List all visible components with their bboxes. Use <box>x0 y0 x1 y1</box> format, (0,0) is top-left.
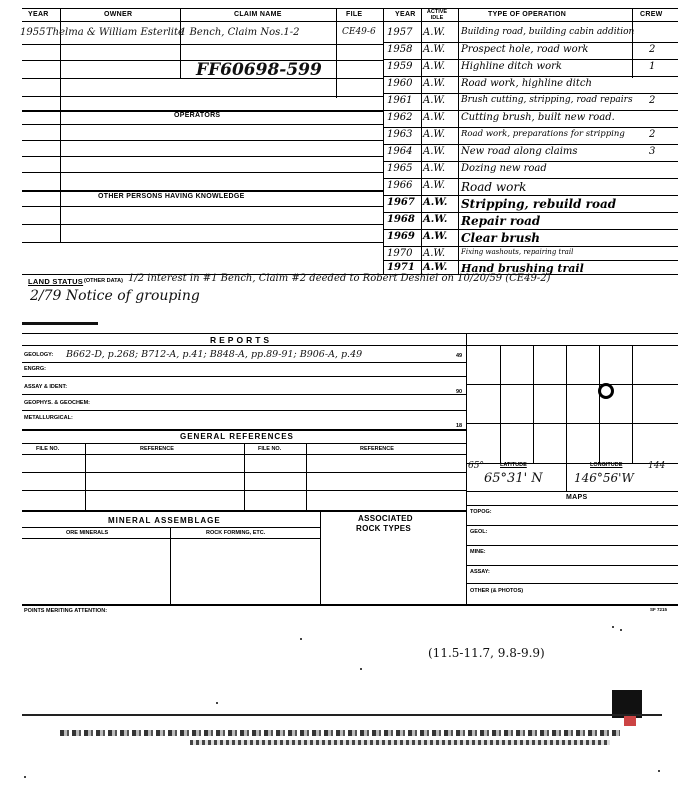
assay-label: ASSAY & IDENT: <box>24 384 68 390</box>
row-rule <box>22 410 466 411</box>
col-divider <box>85 443 86 510</box>
row-rule <box>383 195 678 196</box>
row-rule <box>22 538 320 539</box>
scan-speck <box>216 702 218 704</box>
op-year: 1968 <box>387 214 415 225</box>
row-rule <box>22 242 383 243</box>
grid-line <box>533 345 534 463</box>
op-type: Hand brushing trail <box>461 262 584 275</box>
row-rule <box>383 110 678 111</box>
maps-mine: MINE: <box>470 549 486 555</box>
engrg-label: ENGRG: <box>24 366 46 372</box>
row-rule <box>383 212 678 213</box>
op-type: Highline ditch work <box>461 61 562 72</box>
op-crew: 1 <box>649 61 656 72</box>
op-year: 1966 <box>387 180 413 191</box>
maps-geol: GEOL: <box>470 529 488 535</box>
op-year: 1970 <box>387 248 413 259</box>
row-rule <box>383 144 678 145</box>
row-rule <box>22 96 383 97</box>
scan-artifact <box>190 740 610 745</box>
row-rule <box>22 429 466 431</box>
col-divider <box>566 463 567 491</box>
grid-line <box>632 345 633 463</box>
row-rule <box>22 362 466 363</box>
op-crew: 2 <box>649 44 656 55</box>
col-divider <box>170 527 171 605</box>
op-type: Dozing new road <box>461 163 547 174</box>
operation-row <box>383 231 678 247</box>
op-by: A.W. <box>423 78 446 89</box>
header-file: FILE <box>346 11 363 18</box>
op-type: New road along claims <box>461 146 578 157</box>
header-type-of-operation: TYPE OF OPERATION <box>488 11 567 18</box>
operation-row <box>383 180 678 196</box>
row-rule <box>466 545 678 546</box>
ref-col-reference-2: REFERENCE <box>360 446 394 452</box>
op-type: Cutting brush, built new road. <box>461 112 615 123</box>
ref-col-reference: REFERENCE <box>140 446 174 452</box>
header-year2: YEAR <box>395 11 416 18</box>
op-by: A.W. <box>423 27 446 38</box>
header-rule <box>22 21 678 22</box>
row-rule <box>383 93 678 94</box>
op-by: A.W. <box>423 112 446 123</box>
op-type: Fixing washouts, repairing trail <box>461 248 574 256</box>
op-crew: 2 <box>649 129 656 140</box>
mineral-assemblage-title: MINERAL ASSEMBLAGE <box>108 516 221 525</box>
maps-topog: TOPOG: <box>470 509 492 515</box>
scan-speck <box>658 770 660 772</box>
row-rule <box>383 127 678 128</box>
row-rule <box>383 246 678 247</box>
op-year: 1962 <box>387 112 413 123</box>
operation-row <box>383 61 678 77</box>
row-rule <box>383 229 678 230</box>
lat-rule <box>466 463 678 464</box>
form-number: SF 7215 <box>650 607 668 612</box>
land-status-text2: 2/79 Notice of grouping <box>30 288 200 304</box>
grid-line <box>500 345 501 463</box>
row-rule <box>22 156 383 157</box>
row-rule <box>22 510 466 512</box>
scan-speck <box>620 629 622 631</box>
operation-row <box>383 78 678 94</box>
op-year: 1961 <box>387 95 413 106</box>
scan-artifact <box>60 730 620 736</box>
owner-year: 1955 <box>20 27 46 38</box>
op-by: A.W. <box>423 95 446 106</box>
op-type: Brush cutting, stripping, road repairs <box>461 95 633 105</box>
op-crew: 2 <box>649 95 656 106</box>
op-year: 1965 <box>387 163 413 174</box>
col-divider <box>180 8 181 78</box>
op-by: A.W. <box>423 197 448 208</box>
ore-minerals-label: ORE MINERALS <box>66 530 109 536</box>
op-year: 1967 <box>387 197 415 208</box>
operators-label: OPERATORS <box>174 112 221 119</box>
ff-number: FF60698-599 <box>196 60 322 80</box>
operation-row <box>383 112 678 128</box>
row-rule <box>22 44 383 45</box>
scan-artifact <box>22 714 662 716</box>
row-rule <box>466 525 678 526</box>
op-type: Road work <box>461 180 527 194</box>
op-year: 1963 <box>387 129 413 140</box>
scan-artifact <box>624 716 636 726</box>
col-divider <box>244 443 245 510</box>
longitude-value: 146°56'W <box>574 471 634 485</box>
row-rule <box>22 394 466 395</box>
row-rule <box>22 376 466 377</box>
owner-name: Thelma & William Esterlite <box>46 27 184 38</box>
geology-num: 49 <box>456 353 463 359</box>
op-by: A.W. <box>423 61 446 72</box>
ref-col-file-no: FILE NO. <box>36 446 60 452</box>
scan-speck <box>300 638 302 640</box>
rock-types-label: ROCK TYPES <box>356 524 412 533</box>
header-year: YEAR <box>28 11 49 18</box>
points-label: POINTS MERITING ATTENTION: <box>24 608 108 614</box>
geology-label: GEOLOGY: <box>24 352 54 358</box>
op-year: 1969 <box>387 231 415 242</box>
row-rule <box>383 260 678 261</box>
maps-other: OTHER (& PHOTOS) <box>470 588 524 594</box>
op-year: 1964 <box>387 146 413 157</box>
row-rule <box>383 178 678 179</box>
row-rule <box>466 505 678 506</box>
reports-title: REPORTS <box>210 335 273 345</box>
row-rule <box>466 565 678 566</box>
col-divider <box>306 443 307 510</box>
scan-speck <box>360 668 362 670</box>
scan-speck <box>612 626 614 628</box>
operation-row <box>383 95 678 111</box>
grid-line <box>466 423 678 424</box>
maps-rule <box>466 491 678 492</box>
top-rule <box>22 8 678 9</box>
col-divider <box>336 8 337 98</box>
longitude-label: LONGITUDE <box>590 462 623 468</box>
row-rule <box>22 140 383 141</box>
op-type: Clear brush <box>461 231 540 245</box>
op-year: 1960 <box>387 78 413 89</box>
ref-col-file-no-2: FILE NO. <box>258 446 282 452</box>
location-marker-icon <box>598 383 614 399</box>
row-rule <box>22 124 383 125</box>
land-status-text: 1/2 interest in #1 Bench, Claim #2 deeded to Robert Deshiel on 10/20/59 (CE49-2) <box>128 273 551 284</box>
row-rule <box>383 42 678 43</box>
metallurgical-label: METALLURGICAL: <box>24 415 73 421</box>
land-status-label: LAND STATUS <box>28 277 84 286</box>
row-rule <box>466 583 678 584</box>
maps-assay: ASSAY: <box>470 569 490 575</box>
row-rule <box>22 206 383 207</box>
claim-name: 1 Bench, Claim Nos.1-2 <box>180 27 300 38</box>
op-type: Stripping, rebuild road <box>461 197 617 211</box>
geology-value: B662-D, p.268; B712-A, p.41; B848-A, pp.89-91; B906-A, p.49 <box>66 349 363 360</box>
reports-top-rule <box>22 333 678 334</box>
other-persons-rule <box>22 190 383 192</box>
lon-deg: 144 <box>648 461 666 471</box>
row-rule <box>383 161 678 162</box>
general-references-title: GENERAL REFERENCES <box>180 432 294 441</box>
grid-line <box>566 345 567 463</box>
grid-line <box>599 345 600 463</box>
op-type: Repair road <box>461 214 541 228</box>
header-active-idle: ACTIVE IDLE <box>426 9 448 21</box>
geophys-label: GEOPHYS. & GEOCHEM: <box>24 400 91 406</box>
row-rule <box>383 59 678 60</box>
operation-row <box>383 163 678 179</box>
points-rule <box>22 604 678 606</box>
lat-deg: 65° <box>468 461 484 471</box>
other-persons-label: OTHER PERSONS HAVING KNOWLEDGE <box>98 193 245 200</box>
scan-speck <box>24 776 26 778</box>
header-crew: CREW <box>640 11 663 18</box>
latitude-value: 65°31' N <box>484 471 543 486</box>
op-by: A.W. <box>423 180 446 191</box>
operation-row <box>383 129 678 145</box>
op-by: A.W. <box>423 129 446 140</box>
op-by: A.W. <box>423 146 446 157</box>
op-year: 1959 <box>387 61 413 72</box>
op-by: A.W. <box>423 231 448 242</box>
row-rule <box>22 224 383 225</box>
maps-title: MAPS <box>566 494 588 501</box>
op-year: 1958 <box>387 44 413 55</box>
operation-row <box>383 197 678 213</box>
assay-num: 90 <box>456 389 463 395</box>
op-year: 1971 <box>387 262 415 273</box>
op-by: A.W. <box>423 248 446 259</box>
row-rule <box>22 527 320 528</box>
header-owner: OWNER <box>104 11 133 18</box>
op-type: Prospect hole, road work <box>461 44 589 55</box>
operation-row <box>383 214 678 230</box>
op-type: Road work, preparations for stripping <box>461 129 625 139</box>
latitude-label: LATITUDE <box>500 462 527 468</box>
reports-bar-left <box>22 322 98 325</box>
associated-label: ASSOCIATED <box>358 514 413 523</box>
col-divider <box>320 510 321 605</box>
op-by: A.W. <box>423 214 448 225</box>
rock-forming-label: ROCK FORMING, ETC. <box>206 530 266 536</box>
op-by: A.W. <box>423 44 446 55</box>
op-by: A.W. <box>423 262 448 273</box>
row-rule <box>383 76 678 77</box>
op-crew: 3 <box>649 146 656 157</box>
op-type: Building road, building cabin addition <box>461 27 635 37</box>
operation-row <box>383 27 678 43</box>
metallurgical-num: 18 <box>456 423 463 429</box>
land-status-other-data: (OTHER DATA) <box>84 278 123 284</box>
file-number: CE49-6 <box>342 27 376 37</box>
operation-row <box>383 146 678 162</box>
header-claim-name: CLAIM NAME <box>234 11 282 18</box>
note-text: (11.5-11.7, 9.8-9.9) <box>428 646 545 660</box>
row-rule <box>22 172 383 173</box>
op-by: A.W. <box>423 163 446 174</box>
operation-row <box>383 44 678 60</box>
grid-line <box>466 384 678 385</box>
op-type: Road work, highline ditch <box>461 78 592 89</box>
op-year: 1957 <box>387 27 413 38</box>
reports-rule <box>22 345 678 346</box>
